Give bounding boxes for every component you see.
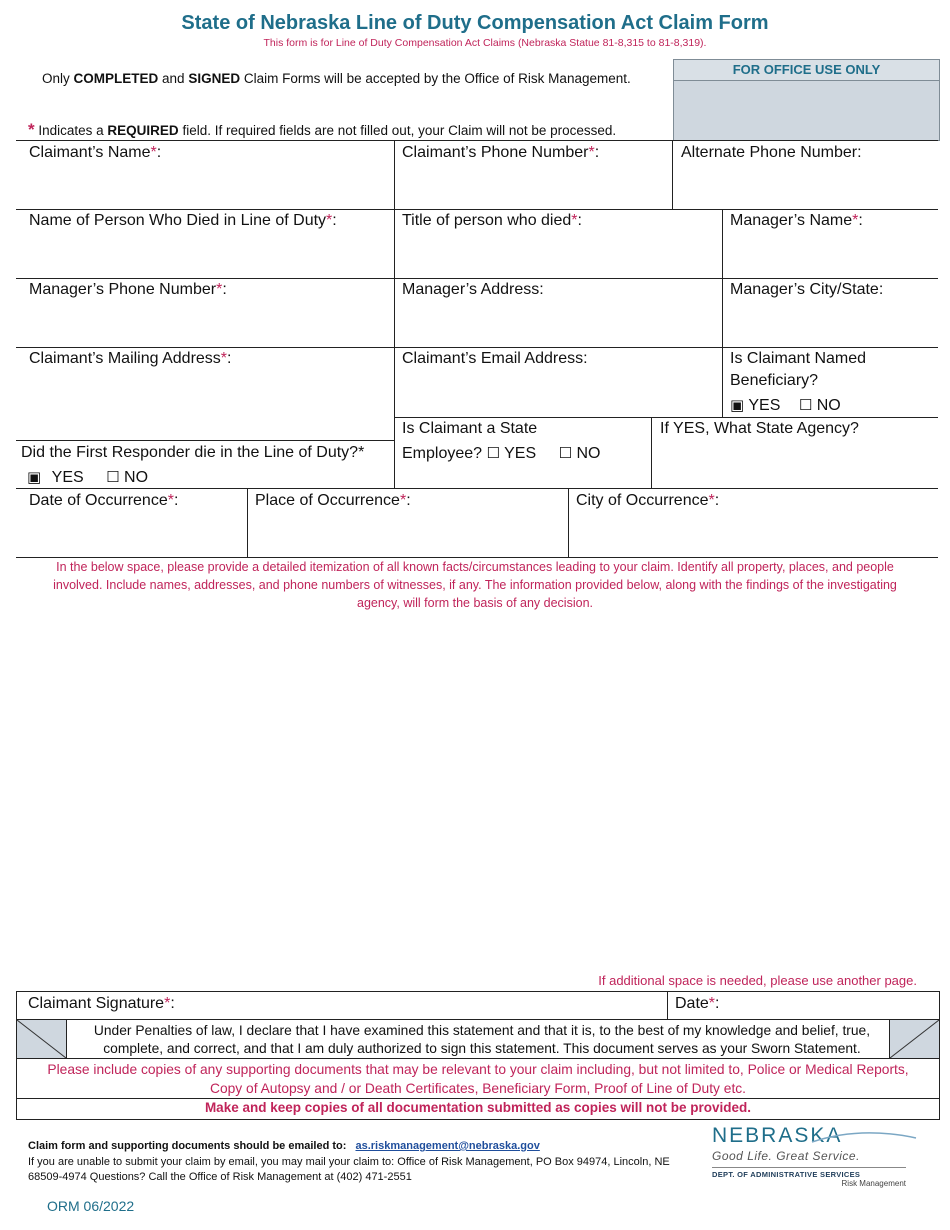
state-employee-label-2: Employee? bbox=[402, 445, 483, 462]
label-colon: : bbox=[858, 212, 863, 229]
mailing-address-field[interactable] bbox=[29, 350, 231, 368]
state-employee-no-option[interactable]: NO bbox=[576, 445, 601, 462]
email-address-label: Claimant’s Email Address: bbox=[402, 350, 588, 367]
first-responder-yes-option[interactable]: YES bbox=[51, 469, 84, 486]
person-died-field[interactable] bbox=[29, 212, 337, 230]
required-star-icon: * bbox=[164, 995, 171, 1012]
alternate-phone-field[interactable] bbox=[681, 144, 862, 162]
date-occurrence-label: Date of Occurrence bbox=[29, 492, 168, 509]
manager-address-label: Manager’s Address: bbox=[402, 281, 544, 298]
title-died-label: Title of person who died bbox=[402, 212, 572, 229]
manager-name-field[interactable] bbox=[730, 212, 863, 230]
date-occurrence-field[interactable] bbox=[29, 492, 178, 510]
grid-line bbox=[651, 417, 652, 488]
grid-line bbox=[247, 488, 248, 557]
completed-notice bbox=[42, 71, 631, 86]
named-beneficiary-label: Is Claimant Named Beneficiary? bbox=[730, 350, 867, 389]
empty-box-icon[interactable]: ☐ bbox=[798, 396, 813, 414]
label-colon: : bbox=[170, 995, 175, 1012]
claimant-signature-label: Claimant Signature bbox=[28, 995, 165, 1012]
manager-name-label: Manager’s Name bbox=[730, 212, 853, 229]
sworn-declaration: Under Penalties of law, I declare that I have examined this statement and that it is, to the best of my knowledge and belief, true, complete, and correct, and that I am duly authorized to sign this statement. This document serves as your Sworn Statement. bbox=[93, 1023, 871, 1056]
first-responder-field bbox=[21, 442, 364, 489]
manager-address-field[interactable] bbox=[402, 281, 544, 299]
label-colon: : bbox=[715, 995, 720, 1012]
grid-line bbox=[16, 278, 938, 279]
form-subtitle: This form is for Line of Duty Compensation Act Claims (Nebraska Statue 81-8,315 to 81-8,319). bbox=[263, 37, 707, 49]
required-star-icon: * bbox=[167, 492, 174, 509]
nebraska-logo bbox=[712, 1124, 912, 1188]
office-use-box bbox=[673, 59, 940, 141]
grid-line bbox=[66, 1020, 67, 1058]
supporting-documents-note: Please include copies of any supporting documents that may be relevant to your claim including, but not limited to, Police or Medical Reports, Copy of Autopsy and / or Death Certificates, Beneficiary Form, Proof of Line of Duty etc. bbox=[47, 1062, 909, 1096]
label-colon: : bbox=[227, 350, 232, 367]
required-star-icon: * bbox=[852, 212, 859, 229]
grid-line bbox=[16, 440, 394, 441]
state-agency-field[interactable] bbox=[660, 420, 859, 438]
first-responder-no-option[interactable]: NO bbox=[124, 469, 149, 486]
beneficiary-yes-option[interactable]: YES bbox=[748, 397, 781, 414]
grid-line bbox=[672, 140, 673, 209]
required-star-icon: * bbox=[708, 995, 716, 1012]
form-id: ORM 06/2022 bbox=[47, 1198, 135, 1214]
grid-line bbox=[667, 992, 668, 1019]
notice-bold-required: REQUIRED bbox=[107, 123, 179, 138]
claimant-phone-label: Claimant’s Phone Number bbox=[402, 144, 589, 161]
diagonal-corner-right bbox=[890, 1020, 939, 1058]
checked-box-icon[interactable]: ▣ bbox=[730, 396, 745, 414]
manager-phone-label: Manager’s Phone Number bbox=[29, 281, 217, 298]
empty-box-icon[interactable]: ☐ bbox=[558, 444, 573, 462]
required-notice bbox=[28, 120, 616, 140]
grid-line bbox=[17, 1058, 939, 1059]
additional-space-note: If additional space is needed, please use another page. bbox=[598, 973, 917, 988]
manager-city-label: Manager’s City/State: bbox=[730, 281, 884, 298]
required-star-icon: * bbox=[326, 212, 333, 229]
label-colon: : bbox=[594, 144, 600, 161]
label-colon: : bbox=[714, 492, 720, 509]
date-field[interactable] bbox=[675, 995, 719, 1013]
required-star-icon: * bbox=[216, 281, 223, 298]
required-star-icon: * bbox=[150, 144, 157, 161]
required-star-icon: * bbox=[28, 120, 35, 139]
required-star-icon: * bbox=[220, 350, 228, 367]
named-beneficiary-field bbox=[730, 348, 930, 417]
date-label: Date bbox=[675, 995, 709, 1012]
empty-box-icon[interactable]: ☐ bbox=[106, 468, 120, 486]
form-title: State of Nebraska Line of Duty Compensation Act Claim Form bbox=[181, 12, 769, 34]
required-star-icon: * bbox=[571, 212, 578, 229]
label-colon: : bbox=[173, 492, 179, 509]
grid-line bbox=[568, 488, 569, 557]
email-label: Claim form and supporting documents should be emailed to: bbox=[28, 1140, 347, 1152]
state-employee-field bbox=[402, 418, 600, 465]
state-employee-label: Is Claimant a State bbox=[402, 420, 538, 437]
claimant-signature-field[interactable] bbox=[28, 995, 175, 1013]
grid-line bbox=[17, 1098, 939, 1099]
mail-instruction bbox=[28, 1155, 698, 1185]
state-agency-label: If YES, What State Agency? bbox=[660, 420, 859, 437]
logo-wordmark: NEBRASKA bbox=[712, 1124, 843, 1147]
manager-city-field[interactable] bbox=[730, 281, 883, 299]
label-colon: : bbox=[406, 492, 411, 509]
place-occurrence-field[interactable] bbox=[255, 492, 411, 510]
state-employee-yes-option[interactable]: YES bbox=[504, 445, 537, 462]
required-star-icon: * bbox=[399, 492, 407, 509]
narrative-area[interactable] bbox=[16, 615, 938, 965]
beneficiary-no-option[interactable]: NO bbox=[816, 397, 841, 414]
notice-text: Only bbox=[42, 71, 74, 86]
checked-box-icon[interactable]: ▣ bbox=[27, 468, 42, 486]
notice-text: Claim Forms will be accepted by the Office of Risk Management. bbox=[240, 71, 631, 86]
email-link[interactable]: as.riskmanagement@nebraska.gov bbox=[355, 1140, 540, 1152]
logo-tagline: Good Life. Great Service. bbox=[712, 1149, 860, 1163]
empty-box-icon[interactable]: ☐ bbox=[486, 444, 500, 462]
diagonal-corner-left bbox=[17, 1020, 66, 1058]
label-colon: : bbox=[156, 144, 162, 161]
logo-swoosh bbox=[810, 1130, 920, 1144]
claimant-name-label: Claimant’s Name bbox=[29, 144, 151, 161]
notice-text: and bbox=[158, 71, 189, 86]
city-occurrence-field[interactable] bbox=[576, 492, 719, 510]
label-colon: : bbox=[222, 281, 227, 298]
narrative-instructions: In the below space, please provide a detailed itemization of all known facts/circumstances leading to your claim. Identify all property, places, and people involved. Include names, addresses, and phone numbers of witnesses, if any. The information provided below, along with the findings of the investigating agency, will form the basis of any decision. bbox=[53, 560, 897, 610]
office-use-title: FOR OFFICE USE ONLY bbox=[674, 60, 939, 81]
notice-bold-signed: SIGNED bbox=[188, 71, 241, 86]
alternate-phone-label: Alternate Phone Number: bbox=[681, 144, 862, 161]
notice-bold-completed: COMPLETED bbox=[73, 71, 159, 86]
manager-phone-field[interactable] bbox=[29, 281, 227, 299]
signature-section bbox=[16, 991, 940, 1120]
grid-line bbox=[16, 209, 938, 210]
label-colon: : bbox=[332, 212, 337, 229]
notice-text: field. If required fields are not filled out, your Claim will not be processed. bbox=[178, 123, 617, 138]
mailing-address-label: Claimant’s Mailing Address bbox=[29, 350, 221, 367]
person-died-label: Name of Person Who Died in Line of Duty bbox=[29, 212, 327, 229]
first-responder-label: Did the First Responder die in the Line of Duty?* bbox=[21, 444, 365, 461]
email-instruction bbox=[28, 1140, 540, 1152]
grid-line bbox=[722, 209, 723, 417]
logo-dept: DEPT. OF ADMINISTRATIVE SERVICES bbox=[712, 1167, 906, 1179]
title-died-field[interactable] bbox=[402, 212, 582, 230]
grid-line bbox=[394, 140, 395, 488]
mail-line-2: 68509-4974 Questions? Call the Office of Risk Management at (402) 471-2551 bbox=[28, 1171, 412, 1183]
keep-copies-note: Make and keep copies of all documentation submitted as copies will not be provided. bbox=[204, 1100, 752, 1115]
grid-line bbox=[17, 1019, 939, 1020]
label-colon: : bbox=[577, 212, 582, 229]
claimant-name-field[interactable] bbox=[29, 144, 161, 162]
place-occurrence-label: Place of Occurrence bbox=[255, 492, 400, 509]
required-star-icon: * bbox=[708, 492, 715, 509]
logo-division: Risk Management bbox=[841, 1179, 906, 1188]
email-address-field[interactable] bbox=[402, 350, 588, 368]
required-star-icon: * bbox=[588, 144, 595, 161]
grid-line bbox=[16, 140, 938, 141]
mail-line-1: If you are unable to submit your claim by email, you may mail your claim to: Office of Risk Management, PO Box 94974, Lincoln, NE bbox=[28, 1156, 670, 1168]
city-occurrence-label: City of Occurrence bbox=[576, 492, 709, 509]
notice-text: Indicates a bbox=[34, 123, 108, 138]
claimant-phone-field[interactable] bbox=[402, 144, 599, 162]
